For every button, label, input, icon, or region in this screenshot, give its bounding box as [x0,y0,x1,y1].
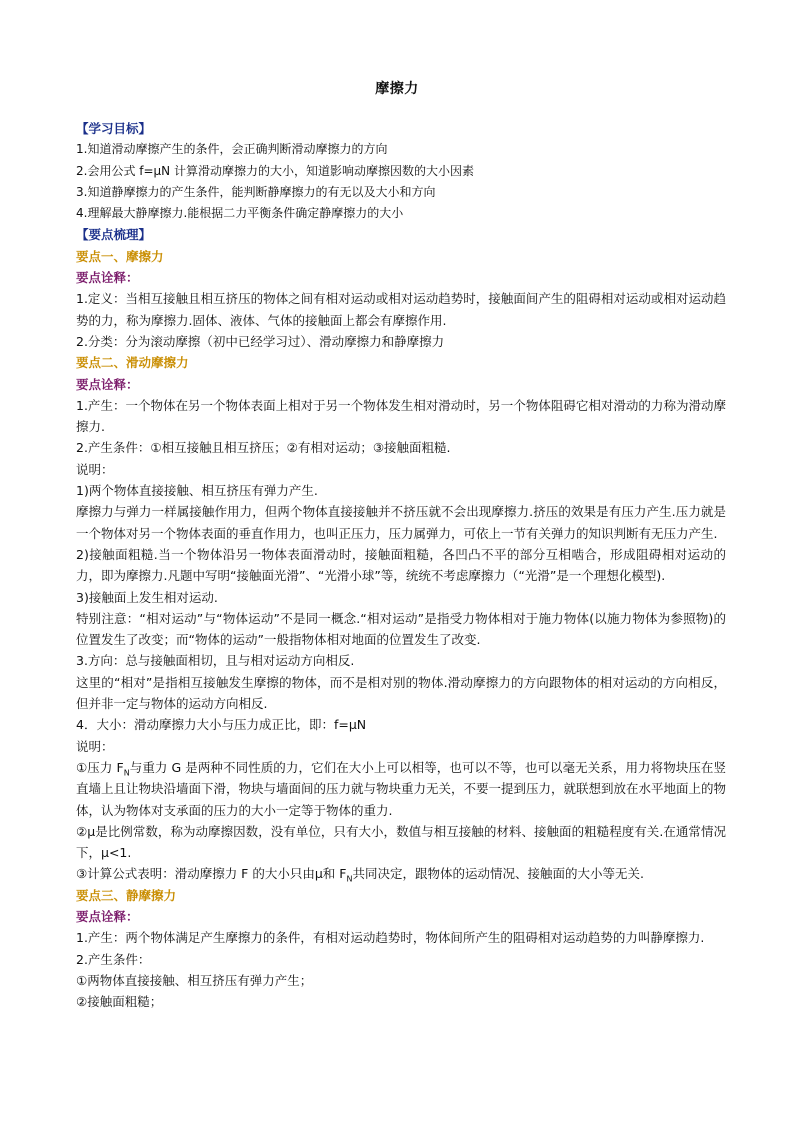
outline-heading: 【要点梳理】 [76,227,152,243]
remark-1-text-a: ①压力 F [76,759,124,775]
point1-classification: 2.分类：分为滚动摩擦（初中已经学习过）、滑动摩擦力和静摩擦力 [76,333,445,349]
point3-explain-label: 要点诠释： [76,908,139,924]
remark-3-subscript: N [346,874,353,884]
point2-remark-1 [76,757,726,821]
objective-item: 4.理解最大静摩擦力.能根据二力平衡条件确定静摩擦力的大小 [76,206,404,221]
remark-1-subscript: N [123,768,130,778]
point1-heading: 要点一、摩擦力 [76,248,164,264]
point3-conditions: 2.产生条件： [76,951,151,967]
point2-direction: 3.方向：总与接触面相切，且与相对运动方向相反. [76,653,355,669]
point1-definition: 1.定义：当相互接触且相互挤压的物体之间有相对运动或相对运动趋势时，接触面间产生的阻碍相对运动或相对运动趋势的力，称为摩擦力.固体、液体、气体的接触面上都会有摩擦作用. [76,291,726,328]
objective-item: 1.知道滑动摩擦产生的条件，会正确判断滑动摩擦力的方向 [76,142,388,157]
document-body [76,118,726,1012]
point3-origin: 1.产生：两个物体满足产生摩擦力的条件，有相对运动趋势时，物体间所产生的阻碍相对运动趋势的力叫静摩擦力. [76,930,705,946]
remark-3-text-a: ③计算公式表明：滑动摩擦力 F 的大小只由μ和 F [76,866,347,882]
point2-note-2: 2)接触面粗糙.当一个物体沿另一物体表面滑动时，接触面粗糙，各凹凸不平的部分互相啮合，形成阻碍相对运动的力，即为摩擦力.凡题中写明“接触面光滑”、“光滑小球”等，统统不考虑摩擦力（“光滑”是一个理想化模型). [76,546,726,584]
objective-item: 3.知道静摩擦力的产生条件，能判断静摩擦力的有无以及大小和方向 [76,184,436,199]
point2-explain-label: 要点诠释： [76,376,139,392]
point2-note-1-detail: 摩擦力与弹力一样属接触作用力，但两个物体直接接触并不挤压就不会出现摩擦力.挤压的效果是有压力产生.压力就是一个物体对另一个物体表面的垂直作用力，也叫正压力，压力属弹力，可依上一节有关弹力的知识判断有无压力产生. [76,504,726,541]
objectives-heading: 【学习目标】 [76,121,152,136]
point1-explain-label: 要点诠释： [76,270,139,286]
point2-remark-2: ②μ是比例常数，称为动摩擦因数，没有单位，只有大小，数值与相互接触的材料、接触面的粗糙程度有关.在通常情况下，μ<1. [76,823,726,861]
remark-1-text-b: 与重力 G 是两种不同性质的力，它们在大小上可以相等，也可以不等，也可以毫无关系，用力将物块压在竖直墙上且让物块沿墙面下滑，物块与墙面间的压力就与物块重力无关，不要一提到压力，就联想到放在水平地面上的物体，认为物体对支承面的压力的大小一定等于物体的重力. [76,759,727,818]
remark-3-text-b: 共同决定，跟物体的运动情况、接触面的大小等无关. [352,866,644,882]
point2-origin: 1.产生：一个物体在另一个物体表面上相对于另一个物体发生相对滑动时，另一个物体阻碍它相对滑动的力称为滑动摩擦力. [76,397,726,435]
point3-heading: 要点三、静摩擦力 [76,887,177,903]
point2-note-3: 3)接触面上发生相对运动. [76,589,218,605]
objective-item: 2.会用公式 f=μN 计算滑动摩擦力的大小，知道影响动摩擦因数的大小因素 [76,163,474,178]
point2-direction-detail: 这里的“相对”是指相互接触发生摩擦的物体，而不是相对别的物体.滑动摩擦力的方向跟物体的相对运动的方向相反，但并非一定与物体的运动方向相反. [76,674,726,712]
point3-condition-1: ①两物体直接接触、相互挤压有弹力产生； [76,972,313,988]
point2-special-note: 特别注意：“相对运动”与“物体运动”不是同一概念.“相对运动”是指受力物体相对于施力物体(以施力物体为参照物)的位置发生了改变；而“物体的运动”一般指物体相对地面的位置发生了改变. [76,610,726,648]
point2-remark-3 [76,863,726,884]
point2-heading: 要点二、滑动摩擦力 [76,355,189,371]
point2-magnitude: 4．大小：滑动摩擦力大小与压力成正比，即：f=μN [76,717,367,733]
point3-condition-2: ②接触面粗糙； [76,994,163,1010]
page-title: 摩擦力 [375,81,419,97]
point2-note-1: 1)两个物体直接接触、相互挤压有弹力产生. [76,483,318,499]
point2-conditions: 2.产生条件：①相互接触且相互挤压；②有相对运动；③接触面粗糙. [76,440,451,456]
point2-note-label: 说明： [76,461,114,477]
point2-note2-label: 说明： [76,738,114,754]
